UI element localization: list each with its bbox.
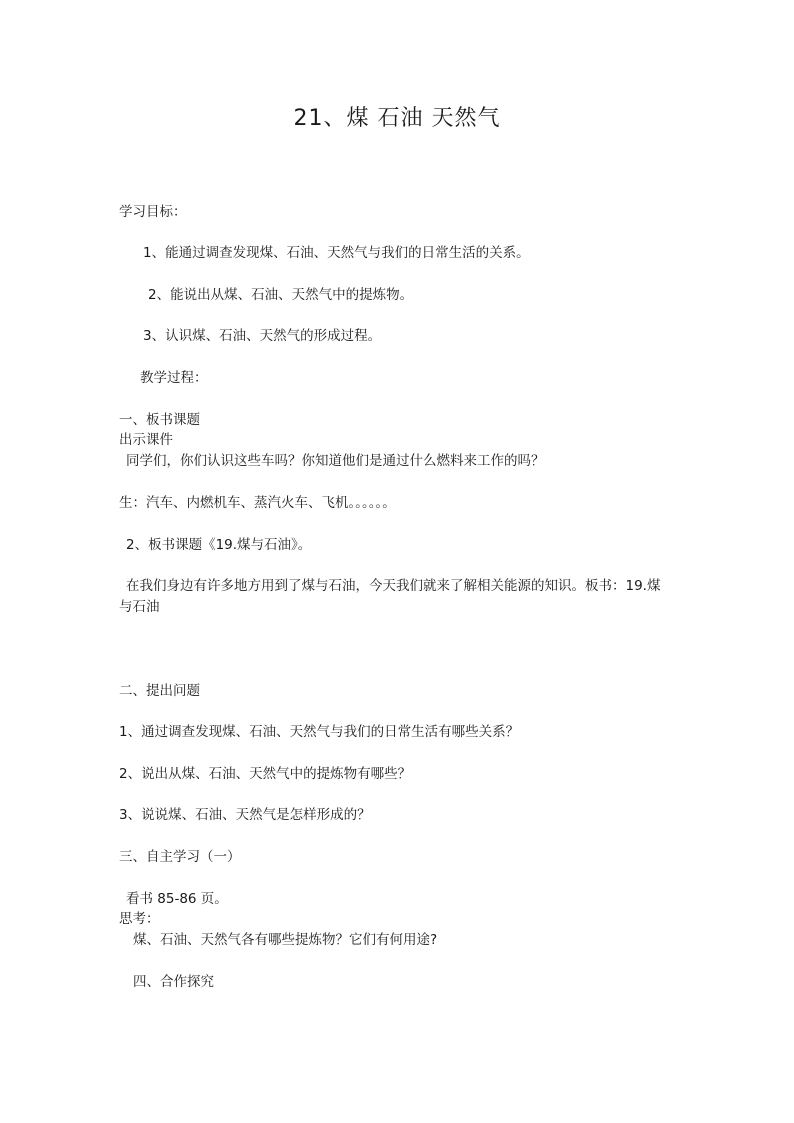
- paragraph-line: 看书 85-86 页。: [126, 891, 228, 907]
- paragraph-line: 生：汽车、内燃机车、蒸汽火车、飞机。。。。。。: [119, 495, 396, 511]
- paragraph-line: 煤、石油、天然气各有哪些提炼物？它们有何用途?: [133, 932, 438, 948]
- question-item-3: 3、说说煤、石油、天然气是怎样形成的？: [119, 807, 371, 823]
- paragraph-line: 同学们，你们认识这些车吗？你知道他们是通过什么燃料来工作的吗？: [126, 453, 545, 469]
- goal-item-3: 3、认识煤、石油、天然气的形成过程。: [143, 328, 382, 344]
- heading-part-2: 二、提出问题: [119, 683, 200, 699]
- paragraph-line: 出示课件: [119, 432, 173, 448]
- goal-item-2: 2、能说出从煤、石油、天然气中的提炼物。: [148, 287, 414, 303]
- section-teaching-process: 教学过程：: [140, 370, 208, 386]
- paragraph-line: 与石油: [119, 599, 160, 615]
- question-item-1: 1、通过调查发现煤、石油、天然气与我们的日常生活有哪些关系？: [119, 724, 520, 740]
- heading-part-3: 三、自主学习（一）: [119, 849, 241, 865]
- paragraph-line: 在我们身边有许多地方用到了煤与石油，今天我们就来了解相关能源的知识。板书：19.煤: [126, 578, 661, 594]
- paragraph-line: 2、板书课题《19.煤与石油》。: [126, 537, 312, 553]
- paragraph-line: 思考：: [119, 911, 160, 927]
- document-title: 21、煤 石油 天然气: [293, 106, 501, 131]
- heading-part-1: 一、板书课题: [119, 412, 200, 428]
- section-learning-goals: 学习目标：: [119, 204, 187, 220]
- heading-part-4: 四、合作探究: [133, 974, 214, 990]
- goal-item-1: 1、能通过调查发现煤、石油、天然气与我们的日常生活的关系。: [143, 245, 530, 261]
- question-item-2: 2、说出从煤、石油、天然气中的提炼物有哪些？: [119, 766, 412, 782]
